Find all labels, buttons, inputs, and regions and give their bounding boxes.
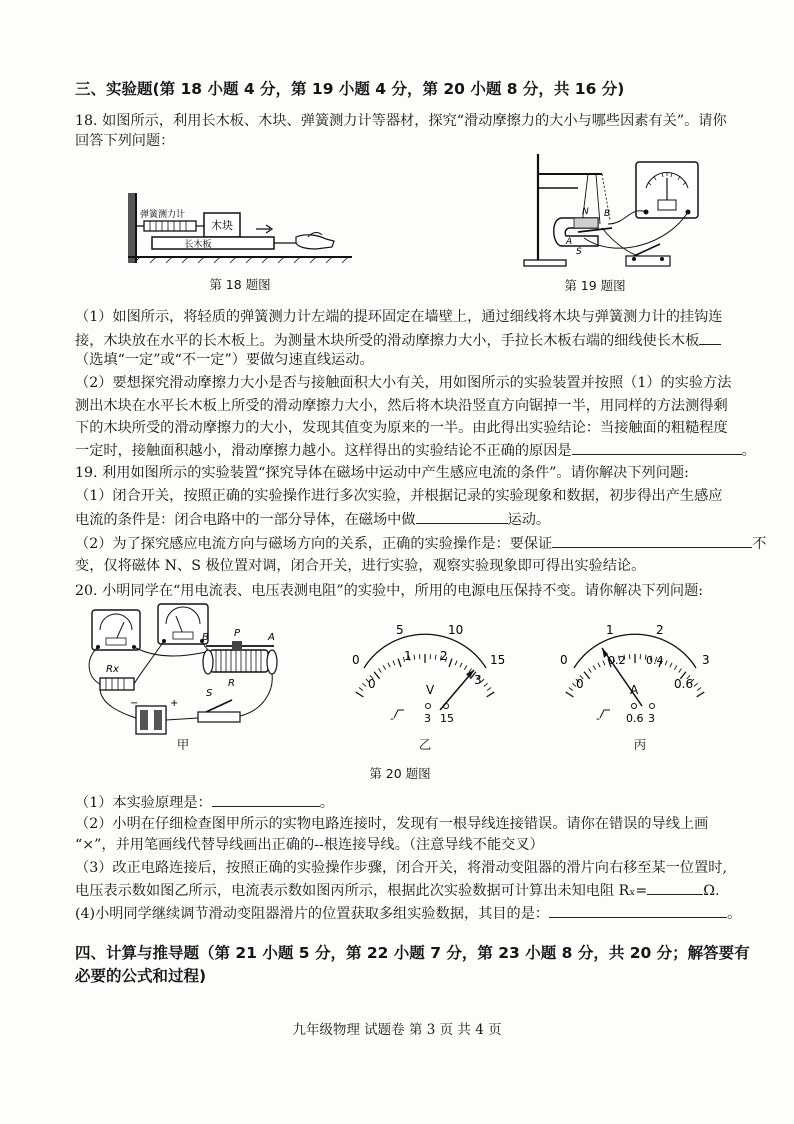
q20-answer-blank-1[interactable]	[212, 792, 320, 807]
dial-tick	[694, 683, 698, 686]
am-scale-top-1: 1	[606, 623, 614, 637]
figure-20-yi-label: 乙	[418, 737, 432, 752]
figure-20-jia-label: 甲	[176, 737, 190, 752]
q20-part4-text: (4)小明同学继续调节滑动变阻器滑片的位置获取多组实验数据，其目的是：	[75, 906, 550, 922]
circuit-b-label: B	[202, 632, 209, 643]
section-4-heading-line2: 必要的公式和过程)	[75, 967, 207, 985]
dial-tick	[593, 666, 596, 670]
am-left-zero-top: 0	[560, 653, 568, 667]
dial-tick	[588, 668, 591, 672]
dial-tick	[603, 661, 605, 666]
q18-stem-line1: 18. 如图所示，利用长木板、木块、弹簧测力计等器材，探究“滑动摩擦力的大小与哪些因素有关”。请你	[75, 113, 727, 129]
dial-tick	[449, 659, 452, 667]
vm-terminal-3: 3	[424, 712, 431, 723]
dial-tick	[398, 659, 401, 667]
am-left-zero-bottom: 0	[576, 677, 584, 691]
fig19-a-label: A	[566, 237, 573, 247]
q18-part2-line4	[75, 440, 755, 461]
dial-tick	[487, 688, 491, 691]
am-scale-inner-02: 0.2	[608, 654, 626, 667]
q18-answer-blank-2[interactable]	[572, 440, 742, 455]
figure-20-ammeter	[550, 618, 720, 723]
q19-part1-line2-text: 电流的条件是：闭合电路中的一部分导体，在磁场中做	[75, 512, 416, 528]
q20-part4	[75, 903, 755, 924]
vm-unit-label: V	[426, 683, 435, 697]
dial-tick	[356, 692, 364, 697]
dial-tick	[484, 683, 488, 686]
vm-scale-bottom-2: 2	[440, 649, 448, 663]
q20-part3-line1: （3）改正电路连接后，按照正确的实验操作步骤，闭合开关，将滑动变阻器的滑片向右移至某一位置时,	[75, 860, 727, 876]
page-footer: 九年级物理 试题卷 第 3 页 共 4 页	[292, 1022, 502, 1038]
spring-scale-label: 弹簧测力计	[140, 210, 186, 220]
dial-tick	[697, 692, 705, 697]
q19-part1-line1: （1）闭合开关，按照正确的实验操作进行多次实验，并根据记录的实验现象和数据，初步得出产生感应	[75, 488, 723, 504]
section-4-heading-line1: 四、计算与推导题（第 21 小题 5 分，第 22 小题 7 分，第 23 小题 8 分，共 20 分；解答要有	[75, 944, 750, 962]
q18-part2-line1: （2）要想探究滑动摩擦力大小是否与接触面积大小有关，用如图所示的实验装置并按照（1）的实验方法	[75, 375, 732, 391]
dial-tick	[665, 661, 667, 666]
vm-right-top-15: 15	[490, 653, 506, 667]
block-label: 木块	[211, 219, 233, 232]
figure-18	[120, 185, 360, 270]
q18-part1-line3: （选填“一定”或“不一定”）要做匀速直线运动。	[75, 352, 374, 368]
am-scale-inner-04: 0.4	[646, 654, 664, 667]
figure-20-bing-label: 丙	[633, 737, 647, 752]
q19-part2-line1-end: 不	[752, 536, 767, 552]
dial-tick	[383, 666, 386, 670]
circuit-p-label: P	[234, 628, 241, 639]
q20-part1-text: （1）本实验原理是：	[75, 795, 212, 811]
vm-scale-bottom-1: 1	[404, 649, 412, 663]
q20-answer-blank-rx[interactable]	[647, 880, 703, 895]
vm-right-bottom-3: 3	[474, 673, 482, 687]
dial-tick	[670, 663, 672, 667]
dial-tick	[487, 692, 495, 697]
fig19-n-label: N	[582, 207, 589, 217]
dial-tick	[359, 688, 363, 691]
q20-part4-end: 。	[727, 906, 742, 922]
vm-terminal-15: 15	[440, 712, 454, 723]
vm-scale-top-10: 10	[448, 623, 464, 637]
q18-part2-line3: 下的木块所受的滑动摩擦力的大小，发现其值变为原来的一半。由此得出实验结论：当接触面的粗糙程度	[75, 420, 728, 436]
dial-tick	[414, 655, 415, 660]
q20-part1-end: 。	[319, 795, 334, 811]
dial-tick	[569, 688, 573, 691]
svg-text:−: −	[130, 698, 139, 709]
board-label: 长木板	[184, 240, 212, 250]
am-scale-top-2: 2	[656, 623, 664, 637]
dial-tick	[674, 666, 677, 670]
q20-part1	[75, 792, 755, 813]
q20-answer-blank-4[interactable]	[549, 903, 727, 918]
dial-tick	[697, 688, 701, 691]
q18-part2-end: 。	[741, 443, 756, 459]
fig19-s-label: S	[576, 247, 582, 257]
svg-text:+: +	[170, 698, 179, 709]
figure-19	[518, 148, 708, 272]
dial-tick	[598, 663, 600, 667]
q19-part1-line2-end: 运动。	[507, 512, 551, 528]
q18-part2-line4-text: 一定时，接触面积越小，滑动摩擦力越小。这样得出的实验结论不正确的原因是	[75, 443, 572, 459]
circuit-a-label: A	[268, 632, 275, 643]
dial-tick	[393, 661, 395, 666]
q19-part1-line2	[75, 509, 755, 530]
q19-stem: 19. 利用如图所示的实验装置“探究导体在磁场中运动中产生感应电流的条件”。请你解决下列问题:	[75, 465, 689, 481]
dial-tick	[388, 663, 390, 667]
dial-tick	[584, 672, 590, 679]
q20-part3-line2-text: 电压表示数如图乙所示，电流表示数如图丙所示，根据此次实验数据可计算出未知电阻 Rₓ=	[75, 883, 648, 899]
q18-part1-line2-text: 接，木块放在水平的长木板上。为测量木块所受的滑动摩擦力大小，手拉长木板右端的细线使长木板	[75, 333, 700, 349]
q20-stem: 20. 小明同学在“用电流表、电压表测电阻”的实验中，所用的电源电压保持不变。请你解决下列问题:	[75, 583, 704, 599]
figure-20-circuit	[78, 600, 298, 750]
vm-terminal-minus: -	[390, 712, 394, 723]
q19-part2-line1	[75, 533, 767, 554]
am-terminal-minus: -	[596, 712, 600, 723]
dial-tick	[460, 663, 462, 667]
am-terminal-06: 0.6	[626, 712, 644, 723]
dial-tick	[464, 666, 467, 670]
figure-19-caption: 第 19 题图	[564, 278, 626, 293]
q19-part2-line2: 变，仅将磁体 N、S 极位置对调，闭合开关，进行实验，观察实验现象即可得出实验结论。	[75, 558, 646, 574]
am-terminal-3: 3	[648, 712, 655, 723]
q18-part1-line2	[75, 330, 755, 351]
q18-stem-line2: 回答下列问题：	[75, 133, 175, 149]
q19-part2-line1-text: （2）为了探究感应电流方向与磁场方向的关系，正确的实验操作是：要保证	[75, 536, 553, 552]
am-right-bottom-06: 0.6	[674, 677, 694, 691]
q18-part2-line2: 测出木块在水平长木板上所受的滑动摩擦力大小，然后将木块沿竖直方向锯掉一半，用同样的方法测得剩	[75, 398, 728, 414]
dial-tick	[435, 655, 436, 660]
section-3-heading: 三、实验题(第 18 小题 4 分，第 19 小题 4 分，第 20 小题 8 分，共 16 分)	[75, 80, 625, 98]
q19-answer-blank-1[interactable]	[416, 509, 508, 524]
figure-20-caption: 第 20 题图	[369, 766, 431, 781]
q20-part2-line2: “×”，并用笔画线代替导线画出正确的--根连接导线。（注意导线不能交叉）	[75, 837, 544, 853]
circuit-s-label: S	[206, 688, 213, 699]
q20-part3-line2-end: Ω.	[703, 883, 720, 899]
dial-tick	[679, 668, 682, 672]
vm-left-zero-bottom: 0	[368, 677, 376, 691]
figure-18-caption: 第 18 题图	[209, 277, 271, 292]
q19-answer-blank-2[interactable]	[552, 533, 752, 548]
vm-left-zero-top: 0	[352, 653, 360, 667]
q18-part1-line1: （1）如图所示，将轻质的弹簧测力计左端的提环固定在墙壁上，通过细线将木块与弹簧测力计的挂钩连	[75, 309, 723, 325]
vm-scale-top-5: 5	[396, 623, 404, 637]
fig19-b-label: B	[604, 209, 611, 219]
circuit-r-label: R	[228, 678, 235, 689]
am-unit-label: A	[630, 683, 639, 697]
q20-part2-line1: （2）小明在仔细检查图甲所示的实物电路连接时，发现有一根导线连接错误。请你在错误的导线上画	[75, 816, 709, 832]
circuit-rx-label: Rx	[106, 664, 119, 675]
dial-tick	[566, 692, 574, 697]
figure-20-voltmeter	[340, 618, 510, 723]
dial-tick	[378, 668, 381, 672]
dial-tick	[455, 661, 457, 666]
q20-part3-line2	[75, 880, 755, 901]
am-right-top-3: 3	[702, 653, 710, 667]
q18-answer-blank-1[interactable]	[699, 330, 721, 345]
dial-tick	[362, 683, 366, 686]
